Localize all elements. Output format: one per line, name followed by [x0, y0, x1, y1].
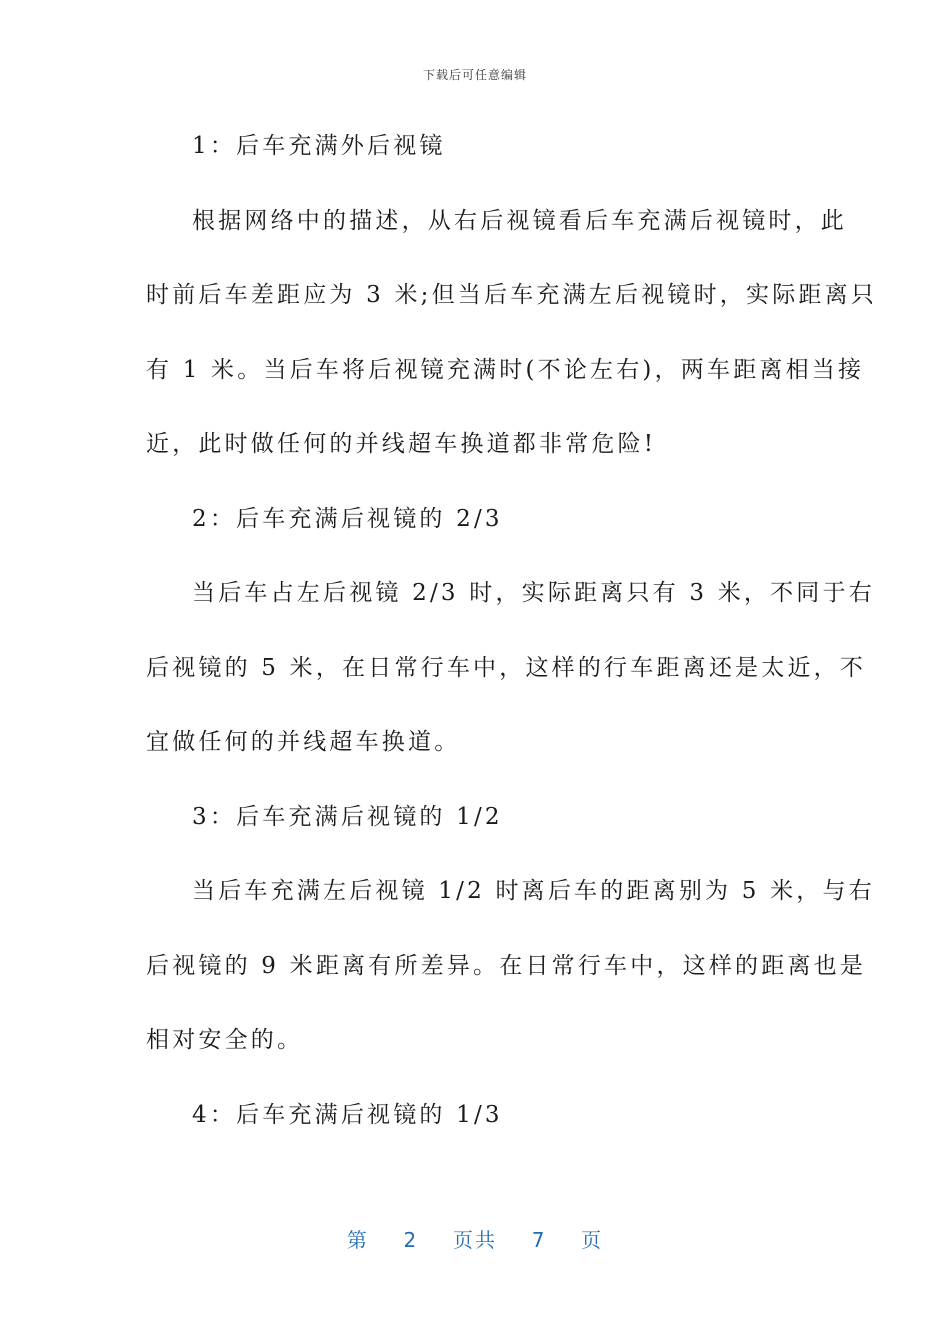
paragraph-line: 后视镜的 5 米，在日常行车中，这样的行车距离还是太近，不	[146, 654, 867, 681]
current-page-number: 2	[403, 1228, 419, 1252]
paragraph-line: 时前后车差距应为 3 米;但当后车充满左后视镜时，实际距离只	[146, 282, 878, 308]
paragraph-line: 根据网络中的描述，从右后视镜看后车充满后视镜时，此	[192, 207, 847, 234]
paragraph-line: 当后车占左后视镜 2/3 时，实际距离只有 3 米，不同于右	[192, 580, 875, 606]
paragraph-line: 后视镜的 9 米距离有所差异。在日常行车中，这样的距离也是	[146, 952, 867, 979]
paragraph-line: 近，此时做任何的并线超车换道都非常危险!	[146, 431, 657, 457]
section-heading-4: 4：后车充满后视镜的 1/3	[192, 1101, 503, 1128]
page-footer	[0, 1224, 950, 1253]
section-heading-1: 1：后车充满外后视镜	[192, 133, 446, 159]
footer-suffix: 页	[581, 1228, 604, 1252]
paragraph-line: 相对安全的。	[146, 1027, 304, 1053]
section-heading-3: 3：后车充满后视镜的 1/2	[192, 803, 503, 830]
footer-prefix: 第	[346, 1228, 369, 1252]
document-body	[146, 124, 878, 1167]
paragraph-line: 当后车充满左后视镜 1/2 时离后车的距离别为 5 米，与右	[192, 878, 875, 904]
paragraph-line: 有 1 米。当后车将后视镜充满时(不论左右)，两车距离相当接	[146, 356, 865, 383]
paragraph-line: 宜做任何的并线超车换道。	[146, 729, 461, 755]
total-page-count: 7	[531, 1228, 547, 1252]
header-note: 下载后可任意编辑	[422, 68, 527, 82]
section-heading-2: 2：后车充满后视镜的 2/3	[192, 505, 503, 532]
footer-middle: 页共	[453, 1228, 497, 1252]
